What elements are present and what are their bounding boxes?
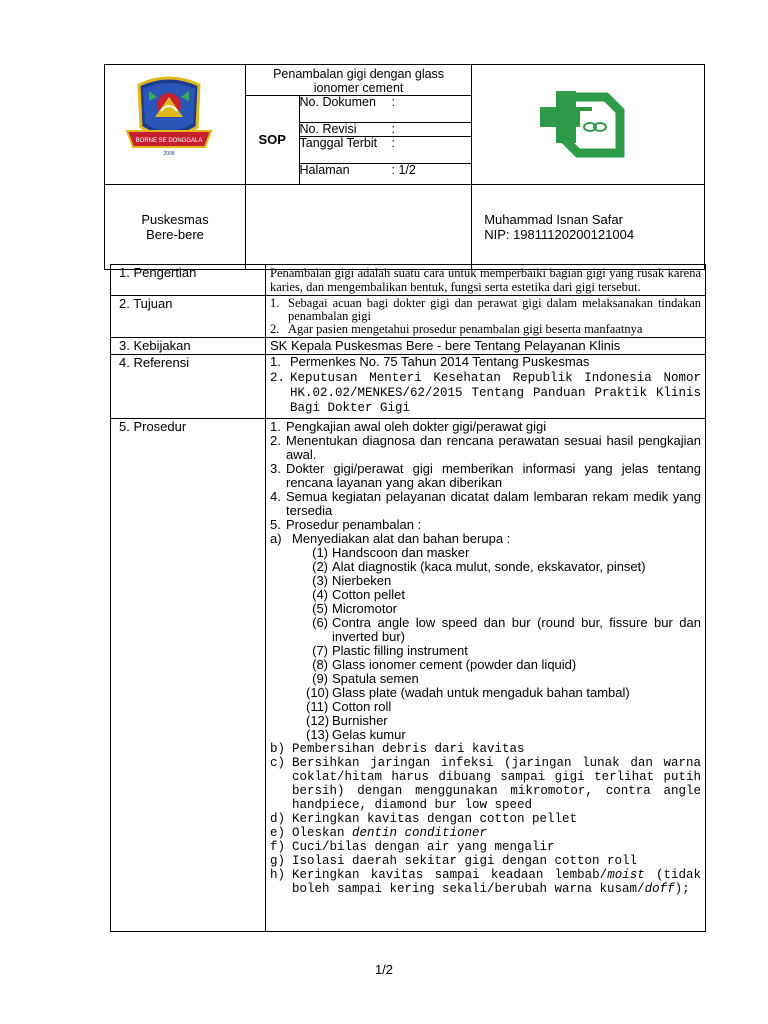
list-number: 2. (270, 371, 286, 385)
tool-number: (3) (312, 573, 328, 588)
tool-text: Glass ionomer cement (powder dan liquid) (332, 657, 577, 672)
tool-text: Handscoon dan masker (332, 545, 470, 560)
signer-cell (472, 185, 705, 270)
list-item (270, 355, 701, 369)
row-referensi (111, 355, 706, 419)
step-letter: f) (270, 840, 286, 854)
list-text: Dokter gigi/perawat gigi memberikan informasi yang jelas tentang rencana layanan yang akan diberikan (286, 461, 701, 490)
step-text-italic: doff (644, 882, 675, 896)
list-item (270, 434, 701, 462)
list-number: 5. (270, 517, 281, 532)
step-text: Keringkan kavitas dengan cotton pellet (292, 812, 578, 826)
list-number: 3. (270, 461, 281, 476)
doc-field-value: : (392, 123, 472, 137)
list-item (270, 518, 701, 532)
list-text: Pengkajian awal oleh dokter gigi/perawat gigi (286, 419, 547, 434)
step-letter: b) (270, 742, 286, 756)
step-text-part: (tidak boleh sampai kering sekali/berubah warna kusam/ (292, 868, 701, 896)
tool-item (306, 714, 701, 728)
list-item (270, 420, 701, 434)
row-label: 1. Pengertian (111, 265, 266, 296)
kebijakan-text: SK Kepala Puskesmas Bere - bere Tentang Pelayanan Klinis (266, 338, 706, 355)
tool-number: (4) (312, 587, 328, 602)
logo-cell (105, 65, 246, 185)
list-number: 1. (270, 419, 281, 434)
tool-item (306, 644, 701, 658)
list-number: 2. (270, 322, 280, 336)
tool-text: Spatula semen (332, 671, 419, 686)
step-text: Bersihkan jaringan infeksi (jaringan lunak dan warna coklat/hitam harus dibuang sampai gigi terlihat putih bersih) dengan menggunakan mikromotor, contra angle handpiece, diamond bur low speed (292, 756, 701, 812)
list-item (270, 490, 701, 518)
list-text: Agar pasien mengetahui prosedur penambalan gigi beserta manfaatnya (288, 322, 643, 336)
tool-number: (5) (312, 601, 328, 616)
step-letter: c) (270, 756, 286, 770)
list-number: 1. (270, 296, 280, 310)
step-b (270, 742, 701, 756)
page-number: 1/2 (374, 962, 394, 977)
tool-number: (7) (312, 643, 328, 658)
tool-item (306, 672, 701, 686)
tool-number: (12) (306, 713, 330, 728)
step-text-italic: dentin conditioner (352, 826, 488, 840)
tool-item (306, 658, 701, 672)
doc-field-row (300, 137, 472, 164)
doc-field-row (300, 164, 472, 178)
tool-number: (9) (312, 671, 328, 686)
tool-text: Glass plate (wadah untuk mengaduk bahan tambal) (332, 685, 630, 700)
tool-number: (10) (306, 685, 330, 700)
logo-year-text: 2008 (163, 151, 175, 157)
tool-item (306, 728, 701, 742)
row-prosedur (111, 419, 706, 932)
row-kebijakan (111, 338, 706, 355)
doc-field-label: Tanggal Terbit (300, 137, 392, 164)
step-text-part: Keringkan kavitas sampai keadaan lembab/ (292, 868, 608, 882)
step-a (270, 532, 701, 546)
tool-text: Cotton pellet (332, 587, 405, 602)
row-pengertian (111, 265, 706, 296)
signer-nip: NIP: 19811120200121004 (484, 227, 635, 242)
logo-motto-text: BORNE SE DONGGALA (135, 138, 203, 144)
row-label: 5. Prosedur (111, 419, 266, 932)
step-text: Cuci/bilas dengan air yang mengalir (292, 840, 555, 854)
step-text: Menyediakan alat dan bahan berupa : (292, 531, 511, 546)
step-e (270, 826, 701, 840)
cross-logo-cell (472, 65, 705, 185)
doc-field-row (300, 96, 472, 123)
tujuan-content (266, 296, 706, 338)
step-letter: e) (270, 826, 286, 840)
list-item (270, 462, 701, 490)
step-letter: g) (270, 854, 286, 868)
list-number: 1. (270, 354, 281, 369)
doc-field-label: No. Revisi (300, 123, 392, 137)
sop-header-table (104, 64, 705, 270)
list-text: Prosedur penambalan : (286, 517, 422, 532)
list-number: 4. (270, 489, 281, 504)
list-text: Keputusan Menteri Kesehatan Republik Indonesia Nomor HK.02.02/MENKES/62/2015 Tentang Panduan Praktik Klinis Bagi Dokter Gigi (290, 371, 701, 415)
step-text-part: Oleskan (292, 826, 353, 840)
doc-field-row (300, 123, 472, 137)
tool-number: (13) (306, 727, 330, 742)
regional-emblem-logo (105, 65, 233, 179)
referensi-content (266, 355, 706, 419)
row-label: 3. Kebijakan (111, 338, 266, 355)
tool-item (306, 700, 701, 714)
tool-item (306, 616, 701, 644)
step-text-italic: moist (607, 868, 645, 882)
tools-list (270, 546, 701, 742)
sop-label-cell (245, 96, 299, 185)
tool-text: Micromotor (332, 601, 398, 616)
signer-name: Muhammad Isnan Safar (484, 212, 623, 227)
tool-number: (8) (312, 657, 328, 672)
step-d (270, 812, 701, 826)
tool-number: (1) (312, 545, 328, 560)
tool-item (306, 560, 701, 574)
tool-text: Plastic filling instrument (332, 643, 468, 658)
tool-item (306, 574, 701, 588)
step-letter: h) (270, 868, 286, 882)
blank-cell (245, 185, 471, 270)
tool-number: (6) (312, 615, 328, 630)
sop-content-table (110, 264, 706, 932)
tool-item (306, 546, 701, 560)
step-text-part: ); (674, 882, 690, 896)
pengertian-text: Penambalan gigi adalah suatu cara untuk memperbaiki bagian gigi yang rusak karena karies, dan mengembalikan bentuk, fungsi serta estetika dari gigi tersebut. (266, 265, 706, 296)
list-text: Sebagai acuan bagi dokter gigi dan perawat gigi dalam melaksanakan tindakan penambalan gigi (288, 296, 701, 323)
tool-text: Contra angle low speed dan bur (round bur, fissure bur dan inverted bur) (332, 615, 701, 644)
tool-item (306, 588, 701, 602)
list-number: 2. (270, 433, 281, 448)
step-text: Pembersihan debris dari kavitas (292, 742, 525, 756)
list-text: Permenkes No. 75 Tahun 2014 Tentang Puskesmas (290, 354, 590, 369)
doc-meta-table (300, 96, 472, 177)
tool-item (306, 602, 701, 616)
tool-number: (11) (306, 699, 329, 714)
row-label: 4. Referensi (111, 355, 266, 419)
tool-text: Nierbeken (332, 573, 392, 588)
list-text: Menentukan diagnosa dan rencana perawatan sesuai hasil pengkajian awal. (286, 433, 701, 462)
list-item (270, 371, 701, 416)
step-h (270, 868, 701, 896)
row-tujuan (111, 296, 706, 338)
step-c (270, 756, 701, 812)
tool-text: Gelas kumur (332, 727, 406, 742)
sop-title-cell (245, 65, 471, 96)
step-letter: a) (270, 531, 282, 546)
tool-text: Cotton roll (332, 699, 392, 714)
doc-field-label: Halaman (299, 163, 350, 177)
sop-title: Penambalan gigi dengan glass ionomer cement (273, 67, 445, 95)
org-cell (105, 185, 246, 270)
tool-text: Alat diagnostik (kaca mulut, sonde, ekskavator, pinset) (332, 559, 646, 574)
doc-field-value: : (392, 137, 472, 164)
tool-item (306, 686, 701, 700)
org-name: Puskesmas Bere-bere (141, 212, 209, 242)
tool-number: (2) (312, 559, 328, 574)
row-label: 2. Tujuan (111, 296, 266, 338)
sop-label: SOP (258, 132, 286, 147)
doc-field-value: : (392, 96, 472, 123)
step-text (292, 826, 701, 840)
doc-field-label: No. Dokumen (300, 96, 392, 123)
list-text: Semua kegiatan pelayanan dicatat dalam lembaran rekam medik yang tersedia (286, 489, 701, 518)
prosedur-content (266, 419, 706, 932)
tool-text: Burnisher (332, 713, 388, 728)
steps-list (270, 742, 701, 896)
doc-field-value: : 1/2 (391, 163, 416, 177)
step-text (292, 868, 701, 896)
step-g (270, 854, 701, 868)
step-letter: d) (270, 812, 286, 826)
step-f (270, 840, 701, 854)
green-cross-logo (472, 65, 684, 179)
step-text: Isolasi daerah sekitar gigi dengan cotton roll (292, 854, 638, 868)
list-item (270, 297, 701, 323)
doc-meta-cell (299, 96, 472, 185)
list-item (270, 323, 701, 336)
